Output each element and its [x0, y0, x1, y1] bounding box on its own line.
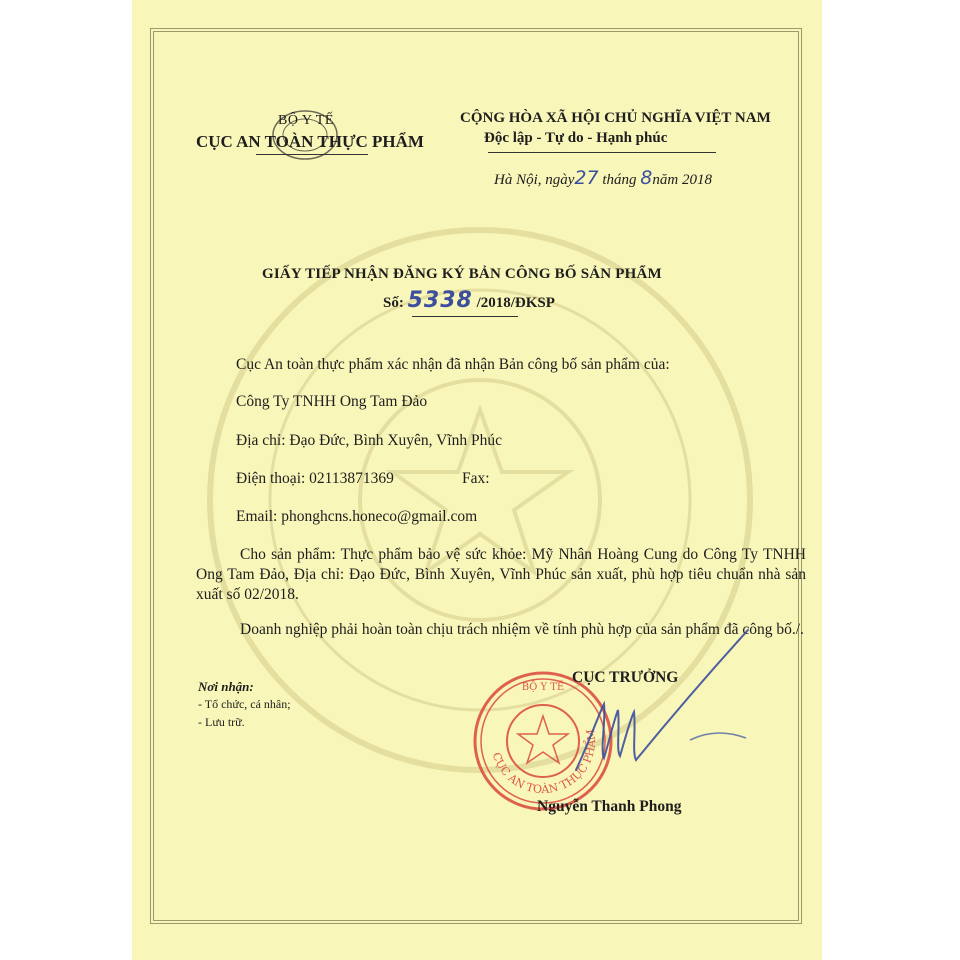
ministry-name: BỘ Y TẾ: [278, 113, 334, 128]
company-name: Công Ty TNHH Ong Tam Đảo: [236, 393, 428, 410]
recipient-item: - Lưu trữ.: [198, 715, 245, 729]
product-paragraph: [196, 545, 806, 605]
number-underline: [412, 316, 518, 317]
motto-underline: [488, 152, 716, 153]
date-month-label: tháng: [602, 172, 637, 188]
number-label: Số:: [383, 295, 404, 311]
stamp-top-text: BỘ Y TẾ: [521, 682, 565, 693]
responsibility-text: Doanh nghiệp phải hoàn toàn chịu trách nhiệm về tính phù hợp của sản phẩm đã công bố./.: [240, 621, 804, 638]
recipient-item: - Tổ chức, cá nhân;: [198, 697, 291, 711]
company-phone: Điện thoại: 02113871369: [236, 470, 394, 487]
national-title: CỘNG HÒA XÃ HỘI CHỦ NGHĨA VIỆT NAM: [460, 110, 771, 126]
date-day: 27: [574, 167, 599, 189]
number-value: 5338: [407, 288, 473, 313]
agency-name: CỤC AN TOÀN THỰC PHẨM: [196, 132, 424, 151]
signatory-name: Nguyễn Thanh Phong: [537, 798, 682, 815]
signatory-title: CỤC TRƯỞNG: [572, 669, 679, 686]
national-motto: Độc lập - Tự do - Hạnh phúc: [484, 130, 668, 146]
date-year: năm 2018: [652, 172, 712, 188]
recipients-title: Nơi nhận:: [198, 679, 254, 694]
handwritten-signature-icon: [570, 620, 760, 790]
intro-text: Cục An toàn thực phẩm xác nhận đã nhận Bản công bố sản phẩm của:: [236, 356, 670, 373]
company-email: Email: phonghcns.honeco@gmail.com: [236, 508, 478, 525]
agency-underline: [256, 154, 368, 155]
number-suffix: /2018/ĐKSP: [476, 295, 555, 311]
date-prefix: Hà Nội, ngày: [494, 172, 575, 188]
date-month: 8: [640, 167, 653, 189]
document-title: GIẤY TIẾP NHẬN ĐĂNG KÝ BẢN CÔNG BỐ SẢN PHẨM: [262, 266, 662, 282]
product-text: Cho sản phẩm: Thực phẩm bảo vệ sức khỏe: Mỹ Nhân Hoàng Cung do Công Ty TNHH Ong Tam Đảo, Địa chỉ: Đạo Đức, Bình Xuyên, Vĩnh Phúc sản xuất, phù hợp tiêu chuẩn nhà sản xuất số 02/2018.: [196, 546, 806, 603]
stamp-ring-text: CỤC AN TOÀN THỰC PHẨM: [489, 728, 599, 797]
company-address: Địa chỉ: Đạo Đức, Bình Xuyên, Vĩnh Phúc: [236, 432, 502, 449]
company-fax: Fax:: [462, 470, 490, 487]
document-number: [383, 288, 555, 313]
date-line: [494, 167, 712, 189]
